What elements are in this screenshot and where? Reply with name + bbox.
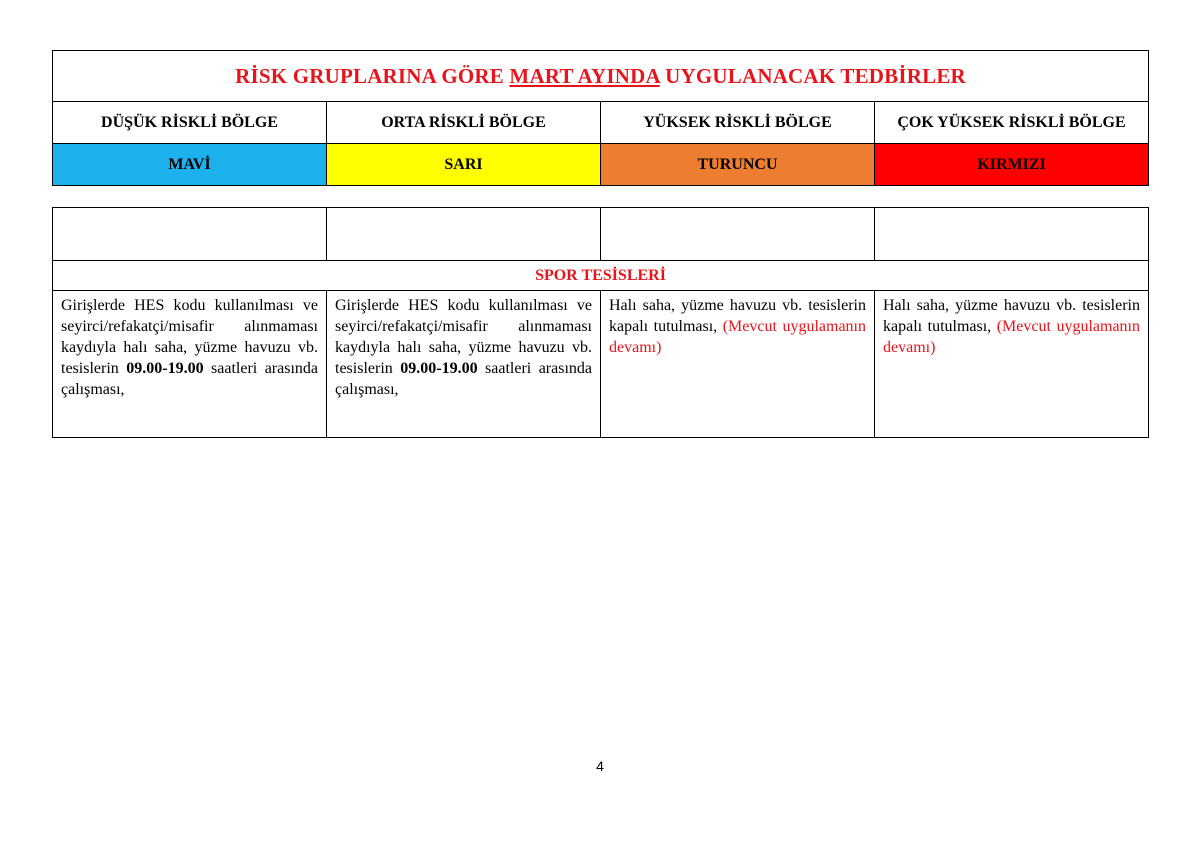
region-high-risk: YÜKSEK RİSKLİ BÖLGE (601, 102, 875, 144)
empty-cell (601, 208, 875, 261)
empty-cell (327, 208, 601, 261)
measure-text: Halı saha, yüzme havuzu vb. tesislerin kapalı tutulması, (609, 297, 866, 335)
empty-cell (53, 208, 327, 261)
measure-high-risk (601, 291, 875, 438)
color-label-blue: MAVİ (53, 144, 327, 186)
measure-text: saatleri arasında çalışması, (61, 360, 318, 398)
measure-very-high-risk (875, 291, 1149, 438)
measure-low-risk (53, 291, 327, 438)
measure-text: Girişlerde HES kodu kullanılması ve seyirci/refakatçi/misafir alınmaması kaydıyla halı saha, yüzme havuzu vb. tesislerin (61, 297, 318, 377)
title-part-1: RİSK GRUPLARINA GÖRE (235, 63, 510, 88)
measure-note: (Mevcut uygulamanın devamı) (609, 318, 866, 356)
section-title-sports-facilities: SPOR TESİSLERİ (53, 261, 1149, 291)
measure-text: Halı saha, yüzme havuzu vb. tesislerin kapalı tutulması, (883, 297, 1140, 335)
measure-hours: 09.00-19.00 (400, 360, 478, 377)
color-label-yellow: SARI (327, 144, 601, 186)
measure-text: Girişlerde HES kodu kullanılması ve seyirci/refakatçi/misafir alınmaması kaydıyla halı saha, yüzme havuzu vb. tesislerin (335, 297, 592, 377)
risk-groups-header-table (52, 50, 1149, 186)
document-title (53, 51, 1149, 102)
title-part-2: UYGULANACAK TEDBİRLER (659, 63, 966, 88)
measure-note: (Mevcut uygulamanın devamı) (883, 318, 1140, 356)
empty-cell (875, 208, 1149, 261)
title-underlined-part: MART AYINDA (509, 63, 660, 88)
measure-medium-risk (327, 291, 601, 438)
region-medium-risk: ORTA RİSKLİ BÖLGE (327, 102, 601, 144)
region-low-risk: DÜŞÜK RİSKLİ BÖLGE (53, 102, 327, 144)
measure-hours: 09.00-19.00 (126, 360, 204, 377)
color-label-red: KIRMIZI (875, 144, 1149, 186)
page-number: 4 (596, 758, 604, 774)
measures-table (52, 207, 1149, 438)
color-label-orange: TURUNCU (601, 144, 875, 186)
region-very-high-risk: ÇOK YÜKSEK RİSKLİ BÖLGE (875, 102, 1149, 144)
measure-text: saatleri arasında çalışması, (335, 360, 592, 398)
